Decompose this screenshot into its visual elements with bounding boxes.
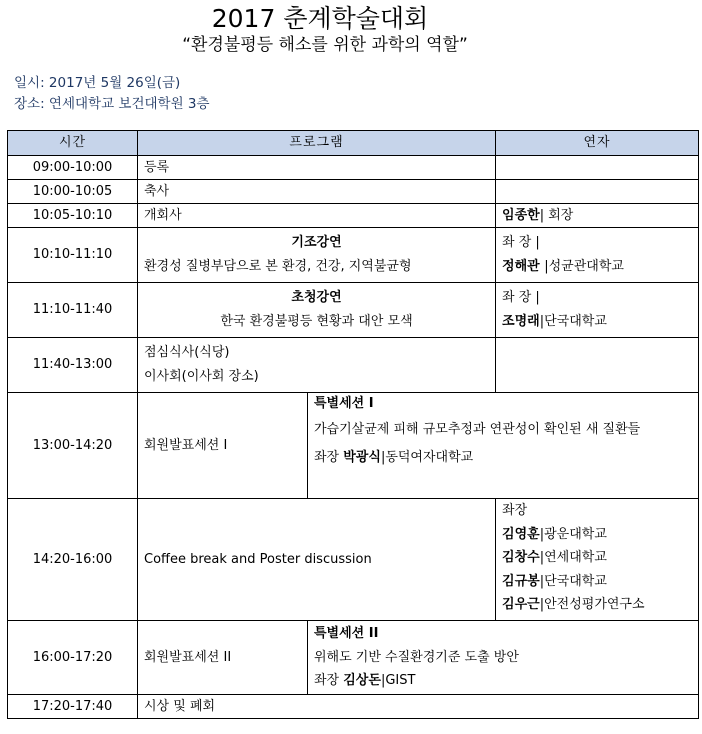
speaker-cell <box>496 228 699 283</box>
program-cell: 개회사 <box>138 204 496 228</box>
speaker-affiliation: |성균관대학교 <box>544 259 624 274</box>
chair-label: 좌장 <box>314 673 344 689</box>
speaker-affiliation: |광운대학교 <box>539 526 607 542</box>
speaker-name: 조명래 <box>502 314 540 329</box>
session-topic: 가습기살균제 피해 규모추정과 연관성이 확인된 새 질환들 <box>314 422 641 437</box>
session-cell: 회원발표세션 I <box>138 393 308 499</box>
program-cell: 시상 및 폐회 <box>138 695 699 719</box>
chair-label: 좌장 <box>314 450 344 465</box>
time-cell: 14:20-16:00 <box>8 499 138 621</box>
table-row <box>8 695 699 719</box>
time-cell: 11:10-11:40 <box>8 283 138 338</box>
speaker-name: 김창수 <box>502 550 540 565</box>
speaker-cell <box>496 283 699 338</box>
time-cell: 10:00-10:05 <box>8 180 138 204</box>
time-cell: 16:00-17:20 <box>8 621 138 695</box>
session-detail-cell <box>308 393 699 499</box>
table-row <box>8 180 699 204</box>
program-topic: 환경성 질병부담으로 본 환경, 건강, 지역불균형 <box>144 259 412 274</box>
speaker-name: 임종한 <box>502 207 540 223</box>
speaker-affiliation: | 회장 <box>539 207 574 223</box>
speaker-affiliation: |단국대학교 <box>539 573 607 589</box>
table-row <box>8 228 699 283</box>
session-cell: 회원발표세션 II <box>138 621 308 695</box>
session-detail-cell <box>308 621 699 695</box>
speaker-affiliation: |안전성평가연구소 <box>539 597 645 612</box>
chair-label: 좌 장 | <box>502 235 540 250</box>
table-row <box>8 156 699 180</box>
speaker-cell <box>496 156 699 180</box>
speaker-affiliation: |단국대학교 <box>539 314 607 329</box>
program-cell <box>138 228 496 283</box>
table-row <box>8 338 699 393</box>
table-row <box>8 283 699 338</box>
chair-name: 김상돈 <box>343 673 381 689</box>
page-subtitle: “환경불평등 해소를 위한 과학의 역할” <box>182 35 468 55</box>
lunch-item: 점심식사(식당) <box>144 345 230 360</box>
header-program: 프로그램 <box>138 131 496 156</box>
event-venue: 장소: 연세대학교 보건대학원 3층 <box>14 96 210 112</box>
time-cell: 10:10-11:10 <box>8 228 138 283</box>
chair-label: 좌장 <box>502 503 528 518</box>
board-meeting-item: 이사회(이사회 장소) <box>144 369 259 384</box>
program-heading: 초청강연 <box>291 290 342 305</box>
table-row <box>8 621 699 695</box>
time-cell: 17:20-17:40 <box>8 695 138 719</box>
program-cell: Coffee break and Poster discussion <box>138 499 496 621</box>
time-cell: 13:00-14:20 <box>8 393 138 499</box>
speaker-name: 김우근 <box>502 597 540 612</box>
session-topic: 위해도 기반 수질환경기준 도출 방안 <box>314 649 519 665</box>
table-row <box>8 204 699 228</box>
chair-name: 박광식 <box>343 450 381 465</box>
time-cell: 11:40-13:00 <box>8 338 138 393</box>
chair-affiliation: |동덕여자대학교 <box>380 450 474 465</box>
chair-affiliation: |GIST <box>380 673 416 689</box>
speaker-name: 김규봉 <box>502 573 540 589</box>
time-cell: 10:05-10:10 <box>8 204 138 228</box>
speaker-name: 김영훈 <box>502 526 540 542</box>
speaker-cell <box>496 204 699 228</box>
table-row <box>8 393 699 499</box>
page-title: 2017 춘계학술대회 <box>211 4 429 33</box>
table-header-row <box>8 131 699 156</box>
session-heading: 특별세션 II <box>314 626 379 642</box>
header-time: 시간 <box>8 131 138 156</box>
header-speaker: 연자 <box>496 131 699 156</box>
table-row <box>8 499 699 621</box>
time-cell: 09:00-10:00 <box>8 156 138 180</box>
program-cell: 등록 <box>138 156 496 180</box>
program-cell: 축사 <box>138 180 496 204</box>
program-heading: 기조강연 <box>291 235 342 250</box>
session-heading: 특별세션 I <box>314 396 374 411</box>
program-cell <box>138 338 496 393</box>
speaker-name: 정해관 <box>502 259 545 274</box>
speaker-cell <box>496 338 699 393</box>
program-table <box>7 130 699 719</box>
speaker-affiliation: |연세대학교 <box>539 550 607 565</box>
speaker-cell <box>496 180 699 204</box>
program-topic: 한국 환경불평등 현황과 대안 모색 <box>220 314 413 329</box>
speaker-cell <box>496 499 699 621</box>
program-cell <box>138 283 496 338</box>
chair-label: 좌 장 | <box>502 290 540 305</box>
event-date: 일시: 2017년 5월 26일(금) <box>14 75 181 91</box>
